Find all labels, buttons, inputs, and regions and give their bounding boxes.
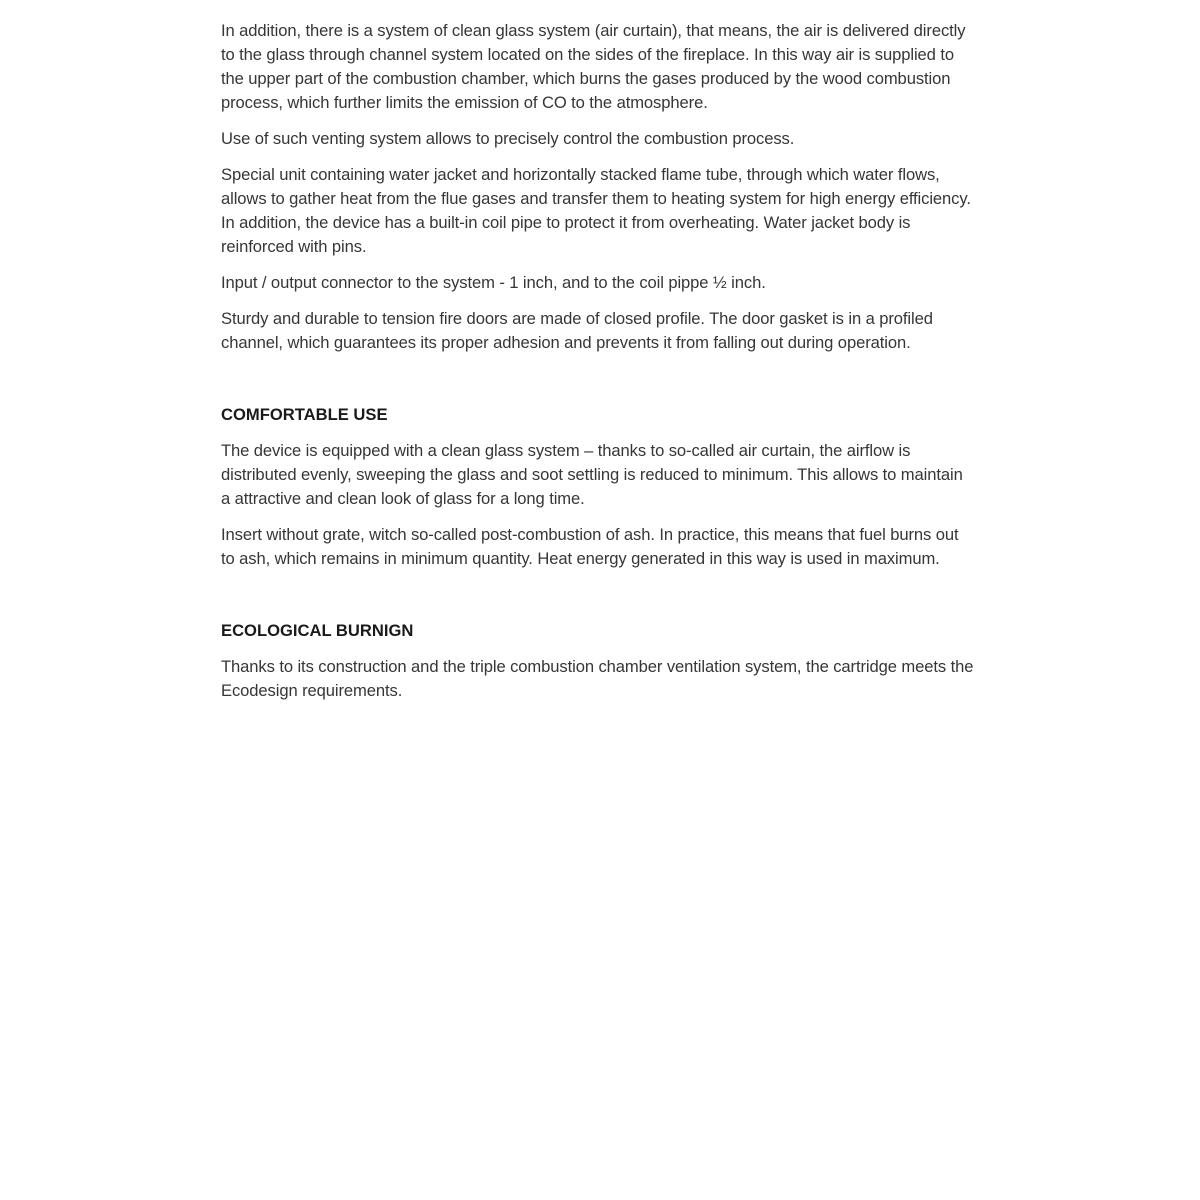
intro-section [221,19,976,355]
paragraph-clean-glass: The device is equipped with a clean glass system – thanks to so-called air curtain, the airflow is distributed evenly, sweeping the glass and soot settling is reduced to minimum. This allows to maintain a attractive and clean look of glass for a long time. [221,441,963,508]
paragraph-ecodesign: Thanks to its construction and the triple combustion chamber ventilation system, the cartridge meets the Ecodesign requirements. [221,657,974,700]
paragraph-connector: Input / output connector to the system - 1 inch, and to the coil pippe ½ inch. [221,273,766,292]
section-heading-ecological-burning: ECOLOGICAL BURNIGN [221,621,414,640]
paragraph-air-curtain: In addition, there is a system of clean glass system (air curtain), that means, the air is delivered directly to the glass through channel system located on the sides of the fireplace. In this way air is supplied to the upper part of the combustion chamber, which burns the gases produced by the wood combustion process, which further limits the emission of CO to the atmosphere. [221,21,966,112]
section-heading-comfortable-use: COMFORTABLE USE [221,405,388,424]
comfortable-use-section [221,403,976,571]
ecological-burning-section [221,619,976,703]
paragraph-post-combustion: Insert without grate, witch so-called post-combustion of ash. In practice, this means that fuel burns out to ash, which remains in minimum quantity. Heat energy generated in this way is used in maximum. [221,525,959,568]
paragraph-venting-system: Use of such venting system allows to precisely control the combustion process. [221,129,795,148]
paragraph-water-jacket: Special unit containing water jacket and horizontally stacked flame tube, through which water flows, allows to gather heat from the flue gases and transfer them to heating system for high energy efficiency. In addition, the device has a built-in coil pipe to protect it from overheating. Water jacket body is reinforced with pins. [221,165,971,256]
product-description [221,19,976,703]
paragraph-fire-doors: Sturdy and durable to tension fire doors are made of closed profile. The door gasket is in a profiled channel, which guarantees its proper adhesion and prevents it from falling out during operation. [221,309,933,352]
